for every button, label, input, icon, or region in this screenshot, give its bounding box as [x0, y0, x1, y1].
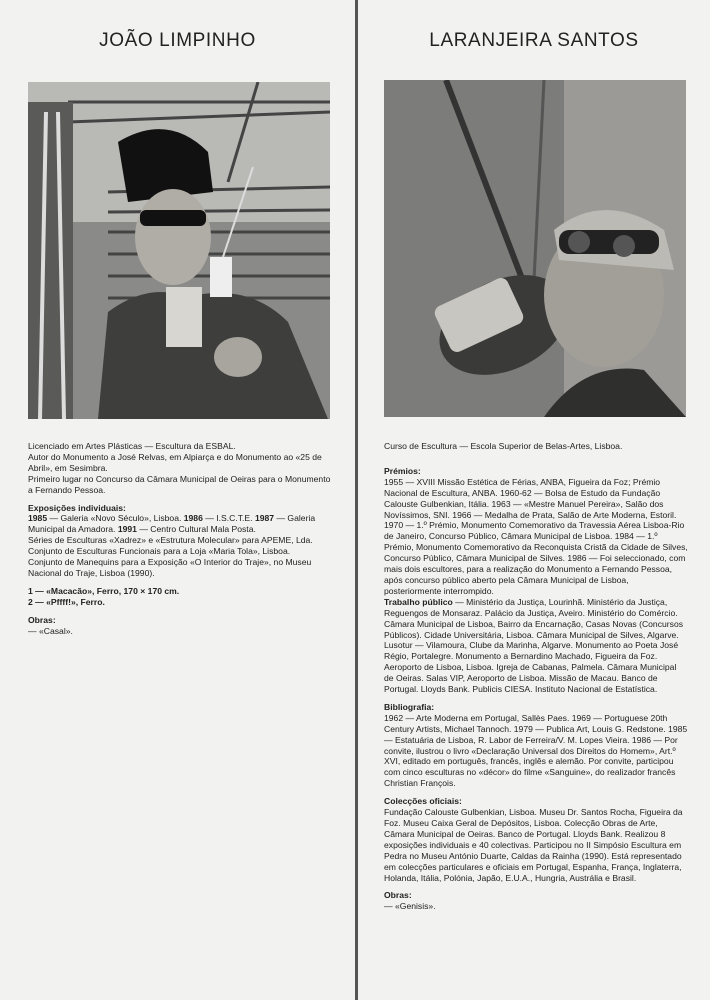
exhibitions-line: Conjunto de Esculturas Funcionais para a Loja «Maria Tola», Lisboa.	[28, 546, 291, 557]
obras-text: — «Casal».	[28, 625, 73, 636]
bibliografia-heading: Bibliografia:	[384, 701, 435, 712]
premios-heading: Prémios:	[384, 465, 421, 476]
exhibitions-years: 1985 — Galeria «Novo Século», Lisboa. 1986 — I.S.C.T.E. 1987 — Galeria Municipal da Amadora. 1991 — Centro Cultural Mala Posta.	[28, 513, 316, 535]
artist-photo-limpinho	[28, 82, 330, 419]
trabalho-heading: Trabalho público	[384, 596, 453, 607]
coleccoes-text: Fundação Calouste Gulbenkian, Lisboa. Museu Dr. Santos Rocha, Figueira da Foz. Museu Caixa Geral de Depósitos, Lisboa. Colecção Obras de Arte, Câmara Municipal de Oeiras. Banco de Portugal. Lloyds Bank. Realizou 8 exposições individuais e 40 colectivas. Participou no II Simpósio Escultura em Pedra no Museu António Duarte, Caldas da Rainha (1990). Está representado em colecções particulares e oficiais em Portugal, Espanha, França, Inglaterra, Holanda, Itália, Polónia, Japão, E.U.A., Hungria, Austrália e Brasil.	[384, 807, 683, 883]
obras-text: — «Genisis».	[384, 901, 436, 912]
bio-line: Autor do Monumento a José Relvas, em Alpiarça e do Monumento ao «25 de Abril», em Sesimbra.	[28, 451, 322, 473]
exhibitions-line: Séries de Esculturas «Xadrez» e «Estrutura Molecular» para APEME, Lda.	[28, 535, 313, 546]
bibliografia-text: 1962 — Arte Moderna em Portugal, Sallès Paes. 1969 — Portuguese 20th Century Artists, Michael Tannoch. 1979 — Publica Art, Louis G. Redstone. 1985 — Estatuária de Lisboa, R. Labor de Ferreira/V. M. Lopes Vieira. 1986 — Por convite, ilustrou o livro «Declaração Universal dos Direitos do Homem», Art.º XVI, editado em português, francês, inglês e alemão. Por convite, participou com cinco esculturas no «décor» do filme «Sanguine», do realizador francês Christian François.	[384, 712, 688, 789]
column-divider	[355, 0, 358, 1000]
trabalho-paragraph	[384, 597, 688, 695]
trabalho-text: — Ministério da Justiça, Lourinhã. Ministério da Justiça, Reguengos de Monsaraz. Palácio da Justiça, Aveiro. Ministério do Comércio. Câmara Municipal de Lisboa, Bairro da Encarnação, Casas Novas (Concursos Públicos). Cidade Universitária, Lisboa. Câmara Municipal de Silves, Algarve. Lusotur — Vilamoura, Clube da Marinha, Algarve. Monumento ao Poeta José Régio, Portalegre. Monumento a Bernardino Machado, Figueira da Foz. Aeroporto de Lisboa, Lisboa. Igreja de Cabanas, Palmela. Câmara Municipal de Oeiras. Salas VIP, Aeroporto de Lisboa. Missão de Macau. Banco de Portugal. Lloyds Bank. Publicis CIESA. Instituto Nacional de Estatística.	[384, 596, 684, 695]
exhibitions-line: Conjunto de Manequins para a Exposição «O Interior do Traje», no Museu Nacional do Traje, Lisboa (1990).	[28, 557, 312, 578]
artist-name-limpinho: JOÃO LIMPINHO	[99, 30, 256, 51]
coleccoes-heading: Colecções oficiais:	[384, 796, 462, 807]
bio-line: Primeiro lugar no Concurso da Câmara Municipal de Oeiras para o Monumento a Fernando Pessoa.	[28, 473, 331, 495]
bio-limpinho	[28, 441, 332, 637]
work-item: 2 — «Pffff!», Ferro.	[28, 596, 105, 607]
exhibitions-heading: Exposições individuais:	[28, 502, 126, 513]
obras-heading: Obras:	[28, 614, 56, 625]
bio-line: Licenciado em Artes Plásticas — Escultura da ESBAL.	[28, 441, 236, 451]
bio-line: Curso de Escultura — Escola Superior de Belas-Artes, Lisboa.	[384, 441, 623, 451]
artist-photo-laranjeira	[384, 80, 686, 417]
premios-text: 1955 — XVIII Missão Estética de Férias, ANBA, Figueira da Foz; Prémio Nacional de Escultura, ANBA. 1960-62 — Bolsa de Estudo da Fundação Calouste Gulbenkian, Itália. 1963 — «Mestre Manuel Pereira», Salão dos Novíssimos, SNI. 1966 — Medalha de Prata, Salão de Arte Moderna, Estoril. 1970 — 1.º Prémio, Monumento Comemorativo da Travessia Aérea Lisboa-Rio de Janeiro, Concurso Público, Câmara Municipal de Lisboa. 1984 — 1.º Prémio, Monumento Comemorativo da Reconquista Cristã da Cidade de Silves, Concurso Público, Câmara Municipal de Silves. 1986 — Foi seleccionado, com mais dois escultores, para a realização do Monumento a Fernando Pessoa, após concurso público aberto pela Câmara Municipal de Lisboa, posteriormente interrompido.	[384, 476, 688, 596]
bio-laranjeira	[384, 441, 688, 912]
work-item: 1 — «Macacão», Ferro, 170 × 170 cm.	[28, 585, 180, 596]
obras-heading: Obras:	[384, 890, 412, 901]
artist-name-laranjeira: LARANJEIRA SANTOS	[429, 30, 639, 51]
